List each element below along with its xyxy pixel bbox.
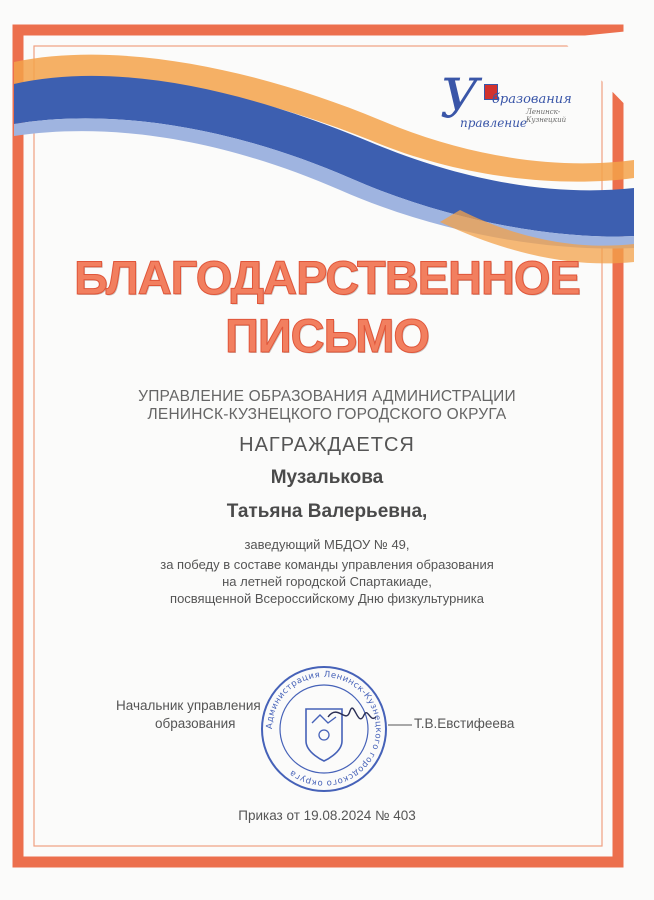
recipient-position: заведующий МБДОУ № 49, xyxy=(244,537,410,552)
reason-line2: на летней городской Спартакиаде, xyxy=(222,574,432,589)
reason-line1: за победу в составе команды управления образования xyxy=(160,557,494,572)
svg-text:Администрация Ленинск-Кузнецко xyxy=(265,670,383,788)
awarded-label: НАГРАЖДАЕТСЯ xyxy=(239,434,415,456)
logo-word-bottom: правление xyxy=(460,116,528,130)
reason-line3: посвященной Всероссийскому Дню физкультурника xyxy=(170,591,484,606)
signature-line xyxy=(388,722,414,728)
logo-word-top: бразования xyxy=(492,92,572,107)
logo-letter: У xyxy=(440,67,480,130)
signatory-title-line1: Начальник управления xyxy=(116,698,261,713)
signatory-name: Т.В.Евстифеева xyxy=(414,716,515,731)
organization-line1: УПРАВЛЕНИЕ ОБРАЗОВАНИЯ АДМИНИСТРАЦИИ xyxy=(138,388,516,405)
official-stamp xyxy=(258,663,390,795)
certificate-title-line1: БЛАГОДАРСТВЕННОЕ xyxy=(74,251,580,304)
recipient-given-name: Татьяна Валерьевна, xyxy=(226,501,428,522)
recipient-surname: Музалькова xyxy=(270,467,384,488)
logo-city: Ленинск-Кузнецкий xyxy=(526,108,567,124)
organization-line2: ЛЕНИНСК-КУЗНЕЦКОГО ГОРОДСКОГО ОКРУГА xyxy=(147,406,507,423)
certificate-title-line2: ПИСЬМО xyxy=(225,309,429,362)
education-department-logo xyxy=(440,67,600,138)
signatory-title-line2: образования xyxy=(155,716,236,731)
coat-of-arms-icon xyxy=(306,709,342,761)
stamp-text: Администрация Ленинск-Кузнецкого городского округа xyxy=(264,669,384,789)
order-reference: Приказ от 19.08.2024 № 403 xyxy=(238,808,416,823)
